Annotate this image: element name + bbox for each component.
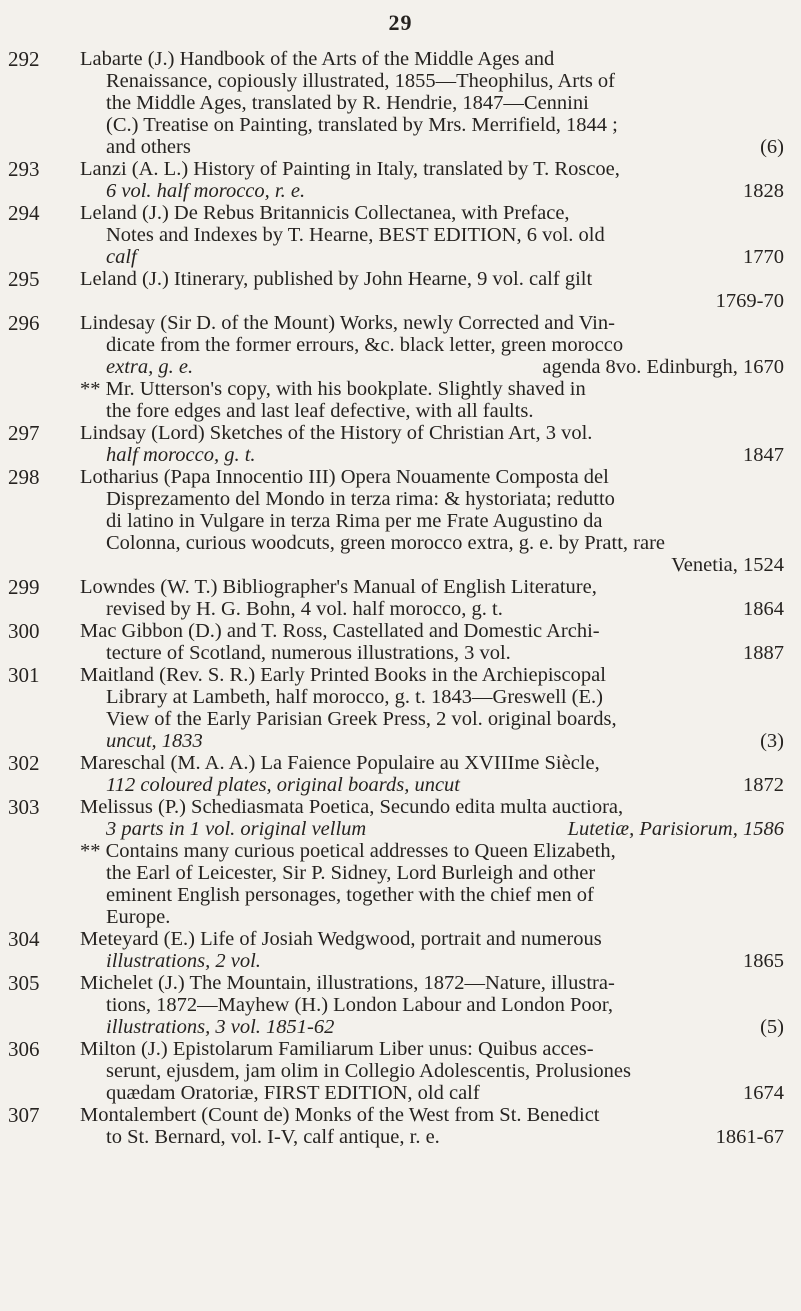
entry-note [80,840,788,928]
note-line: ** Contains many curious poetical addresses to Queen Elizabeth, [80,840,616,862]
catalogue-entry [0,312,801,422]
entry-line: Renaissance, copiously illustrated, 1855—Theophilus, Arts of [106,70,616,92]
lot-number: 302 [8,751,40,775]
catalogue-entry [0,158,801,202]
entry-line [80,1016,788,1038]
entry-line: Maitland (Rev. S. R.) Early Printed Books in the Archiepiscopal [80,664,606,686]
entry-line: Melissus (P.) Schediasmata Poetica, Secundo edita multa auctiora, [80,796,624,818]
entry-line [80,444,788,466]
entry-line [80,774,788,796]
entry-line [80,1126,788,1148]
entry-line: di latino in Vulgare in terza Rima per me Frate Augustino da [106,510,603,532]
entry-line-date: 1865 [743,950,784,972]
lot-number: 297 [8,421,40,445]
catalogue-entry [0,1104,801,1148]
entry-line-date: 1674 [743,1082,784,1104]
catalogue-entry [0,664,801,752]
entry-line: Lindsay (Lord) Sketches of the History of Christian Art, 3 vol. [80,422,593,444]
entry-line: Labarte (J.) Handbook of the Arts of the Middle Ages and [80,48,555,70]
entry-line: Milton (J.) Epistolarum Familiarum Liber unus: Quibus acces- [80,1038,594,1060]
entry-line: Mac Gibbon (D.) and T. Ross, Castellated and Domestic Archi- [80,620,600,642]
entry-text [80,972,788,1038]
entry-line: Meteyard (E.) Life of Josiah Wedgwood, portrait and numerous [80,928,602,950]
entry-line [80,1082,788,1104]
entry-line [80,356,788,378]
lot-number: 292 [8,47,40,71]
entry-line [80,136,788,158]
entry-text [80,312,788,378]
entry-line-text: illustrations, 3 vol. 1851-62 [106,1016,335,1038]
lot-number: 305 [8,971,40,995]
entry-line-date: (3) [760,730,784,752]
entry-line: View of the Early Parisian Greek Press, 2 vol. original boards, [106,708,617,730]
catalogue-entry [0,576,801,620]
note-line: the fore edges and last leaf defective, with all faults. [106,400,534,422]
catalogue-entry [0,422,801,466]
entry-line-text: quædam Oratoriæ, FIRST EDITION, old calf [106,1082,480,1104]
entry-line-date: 1828 [743,180,784,202]
entry-text [80,158,788,202]
entry-line: Lowndes (W. T.) Bibliographer's Manual of English Literature, [80,576,597,598]
entry-line [80,180,788,202]
entry-line-text: 112 coloured plates, original boards, uncut [106,774,460,796]
lot-number: 307 [8,1103,40,1127]
entry-line-date: Lutetiæ, Parisiorum, 1586 [567,818,784,840]
entry-line: the Middle Ages, translated by R. Hendrie, 1847—Cennini [106,92,589,114]
lot-number: 295 [8,267,40,291]
page-number: 29 [388,10,413,35]
entry-line-date: Venetia, 1524 [671,554,784,576]
lot-number: 298 [8,465,40,489]
entry-text [80,466,788,576]
entry-text [80,928,788,972]
entry-line-text: illustrations, 2 vol. [106,950,261,972]
note-line: the Earl of Leicester, Sir P. Sidney, Lord Burleigh and other [106,862,596,884]
entry-line [80,950,788,972]
entry-line-text: revised by H. G. Bohn, 4 vol. half morocco, g. t. [106,598,503,620]
entry-line: Colonna, curious woodcuts, green morocco extra, g. e. by Pratt, rare [106,532,666,554]
entry-line: dicate from the former errours, &c. black letter, green morocco [106,334,624,356]
entry-line [80,598,788,620]
catalogue-entry [0,928,801,972]
entry-line: Mareschal (M. A. A.) La Faience Populaire au XVIIIme Siècle, [80,752,600,774]
entry-line: Montalembert (Count de) Monks of the West from St. Benedict [80,1104,600,1126]
entry-line-date: (6) [760,136,784,158]
note-line: ** Mr. Utterson's copy, with his bookplate. Slightly shaved in [80,378,586,400]
entry-line: Lanzi (A. L.) History of Painting in Italy, translated by T. Roscoe, [80,158,620,180]
entry-line: serunt, ejusdem, jam olim in Collegio Adolescentis, Prolusiones [106,1060,631,1082]
catalogue-entry [0,752,801,796]
entry-line-text: to St. Bernard, vol. I-V, calf antique, r. e. [106,1126,440,1148]
entry-line [80,818,788,840]
entry-line-date: 1770 [743,246,784,268]
entry-line [80,246,788,268]
entry-line-date: 1887 [743,642,784,664]
entry-text [80,268,788,312]
catalogue-entry [0,796,801,928]
entry-text [80,1104,788,1148]
entry-line: Lotharius (Papa Innocentio III) Opera Nouamente Composta del [80,466,609,488]
entry-line-text: 6 vol. half morocco, r. e. [106,180,306,202]
entry-line: Michelet (J.) The Mountain, illustrations, 1872—Nature, illustra- [80,972,615,994]
catalogue-entry [0,202,801,268]
catalogue-entry [0,1038,801,1104]
lot-number: 296 [8,311,40,335]
entry-text [80,48,788,158]
lot-number: 299 [8,575,40,599]
entry-line-text: half morocco, g. t. [106,444,256,466]
entry-line-text: calf [106,246,137,268]
lot-number: 301 [8,663,40,687]
entry-text [80,1038,788,1104]
entry-line-date: 1861-67 [715,1126,784,1148]
note-line: Europe. [106,906,171,928]
entry-text [80,796,788,840]
entry-line-text: tecture of Scotland, numerous illustrations, 3 vol. [106,642,511,664]
catalogue-entry [0,268,801,312]
entry-line: Leland (J.) Itinerary, published by John Hearne, 9 vol. calf gilt [80,268,593,290]
entry-text [80,422,788,466]
entry-line-date: 1847 [743,444,784,466]
entry-line-date: (5) [760,1016,784,1038]
catalogue-entry [0,972,801,1038]
entry-line: Notes and Indexes by T. Hearne, BEST EDITION, 6 vol. old [106,224,605,246]
lot-number: 294 [8,201,40,225]
entry-note [80,378,788,422]
entry-line: (C.) Treatise on Painting, translated by Mrs. Merrifield, 1844 ; [106,114,618,136]
entry-line-date: agenda 8vo. Edinburgh, 1670 [542,356,784,378]
entry-text [80,752,788,796]
catalogue-entry [0,48,801,158]
entry-line-date: 1769-70 [715,290,784,312]
note-line: eminent English personages, together with the chief men of [106,884,594,906]
entry-text [80,664,788,752]
lot-number: 300 [8,619,40,643]
entry-line: Lindesay (Sir D. of the Mount) Works, newly Corrected and Vin- [80,312,615,334]
lot-number: 303 [8,795,40,819]
entry-line-text: and others [106,136,191,158]
entry-text [80,620,788,664]
entry-line: Library at Lambeth, half morocco, g. t. 1843—Greswell (E.) [106,686,603,708]
entry-line: tions, 1872—Mayhew (H.) London Labour and London Poor, [106,994,614,1016]
entry-line-text: uncut, 1833 [106,730,203,752]
entry-line-date: 1864 [743,598,784,620]
catalogue-entry [0,466,801,576]
entry-line-date: 1872 [743,774,784,796]
entry-line-text: 3 parts in 1 vol. original vellum [106,818,367,840]
entry-line: Leland (J.) De Rebus Britannicis Collectanea, with Preface, [80,202,570,224]
entry-line [80,730,788,752]
entry-line-text: extra, g. e. [106,356,194,378]
entry-line: Disprezamento del Mondo in terza rima: & hystoriata; redutto [106,488,615,510]
catalogue-entries [0,48,801,1148]
entry-text [80,202,788,268]
entry-text [80,576,788,620]
catalogue-entry [0,620,801,664]
lot-number: 304 [8,927,40,951]
lot-number: 306 [8,1037,40,1061]
lot-number: 293 [8,157,40,181]
entry-line [80,642,788,664]
